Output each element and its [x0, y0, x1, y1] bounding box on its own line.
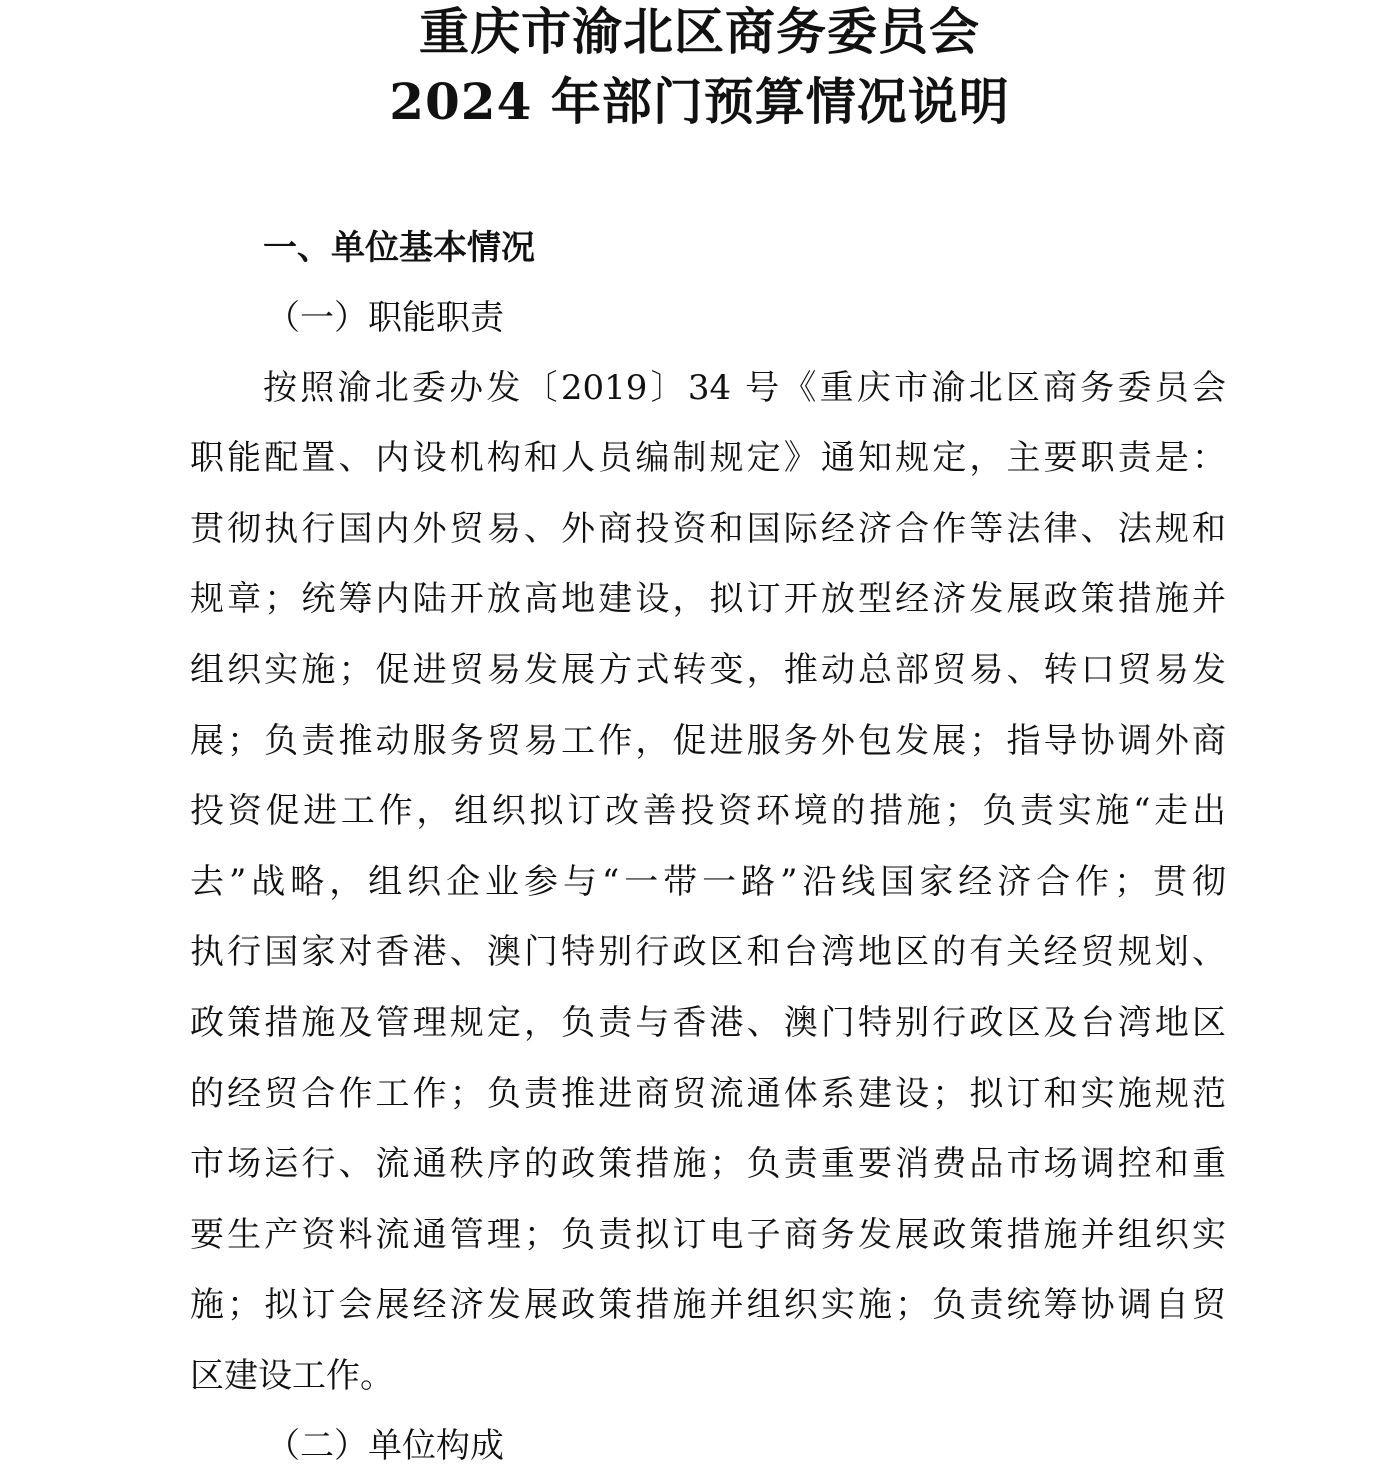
paragraph-line: 规章；统筹内陆开放高地建设，拟订开放型经济发展政策措施并 [190, 579, 1226, 619]
subsection-heading-functions: （一）职能职责 [266, 298, 504, 338]
paragraph-line: 贯彻执行国内外贸易、外商投资和国际经济合作等法律、法规和 [190, 509, 1226, 549]
subsection-heading-composition: （二）单位构成 [266, 1426, 504, 1466]
document-title-line-1: 重庆市渝北区商务委员会 [419, 2, 980, 61]
section-heading-basic-info: 一、单位基本情况 [263, 228, 535, 268]
paragraph-line: 要生产资料流通管理；负责拟订电子商务发展政策措施并组织实 [190, 1215, 1226, 1255]
paragraph-line: 执行国家对香港、澳门特别行政区和台湾地区的有关经贸规划、 [190, 932, 1226, 972]
paragraph-line-last: 区建设工作。 [190, 1356, 394, 1396]
paragraph-line: 去”战略，组织企业参与“一带一路”沿线国家经济合作；贯彻 [190, 862, 1226, 902]
paragraph-line: 施；拟订会展经济发展政策措施并组织实施；负责统筹协调自贸 [190, 1285, 1226, 1325]
paragraph-line: 展；负责推动服务贸易工作，促进服务外包发展；指导协调外商 [190, 721, 1226, 761]
paragraph-line: 职能配置、内设机构和人员编制规定》通知规定，主要职责是： [190, 438, 1226, 478]
paragraph-line: 投资促进工作，组织拟订改善投资环境的措施；负责实施“走出 [190, 791, 1226, 831]
paragraph-line: 市场运行、流通秩序的政策措施；负责重要消费品市场调控和重 [190, 1144, 1226, 1184]
paragraph-line: 组织实施；促进贸易发展方式转变，推动总部贸易、转口贸易发 [190, 650, 1226, 690]
document-title-line-2: 2024 年部门预算情况说明 [389, 72, 1010, 131]
paragraph-line: 的经贸合作工作；负责推进商贸流通体系建设；拟订和实施规范 [190, 1074, 1226, 1114]
paragraph-line: 政策措施及管理规定，负责与香港、澳门特别行政区及台湾地区 [190, 1003, 1226, 1043]
paragraph-line: 按照渝北委办发〔2019〕34 号《重庆市渝北区商务委员会 [263, 368, 1226, 408]
